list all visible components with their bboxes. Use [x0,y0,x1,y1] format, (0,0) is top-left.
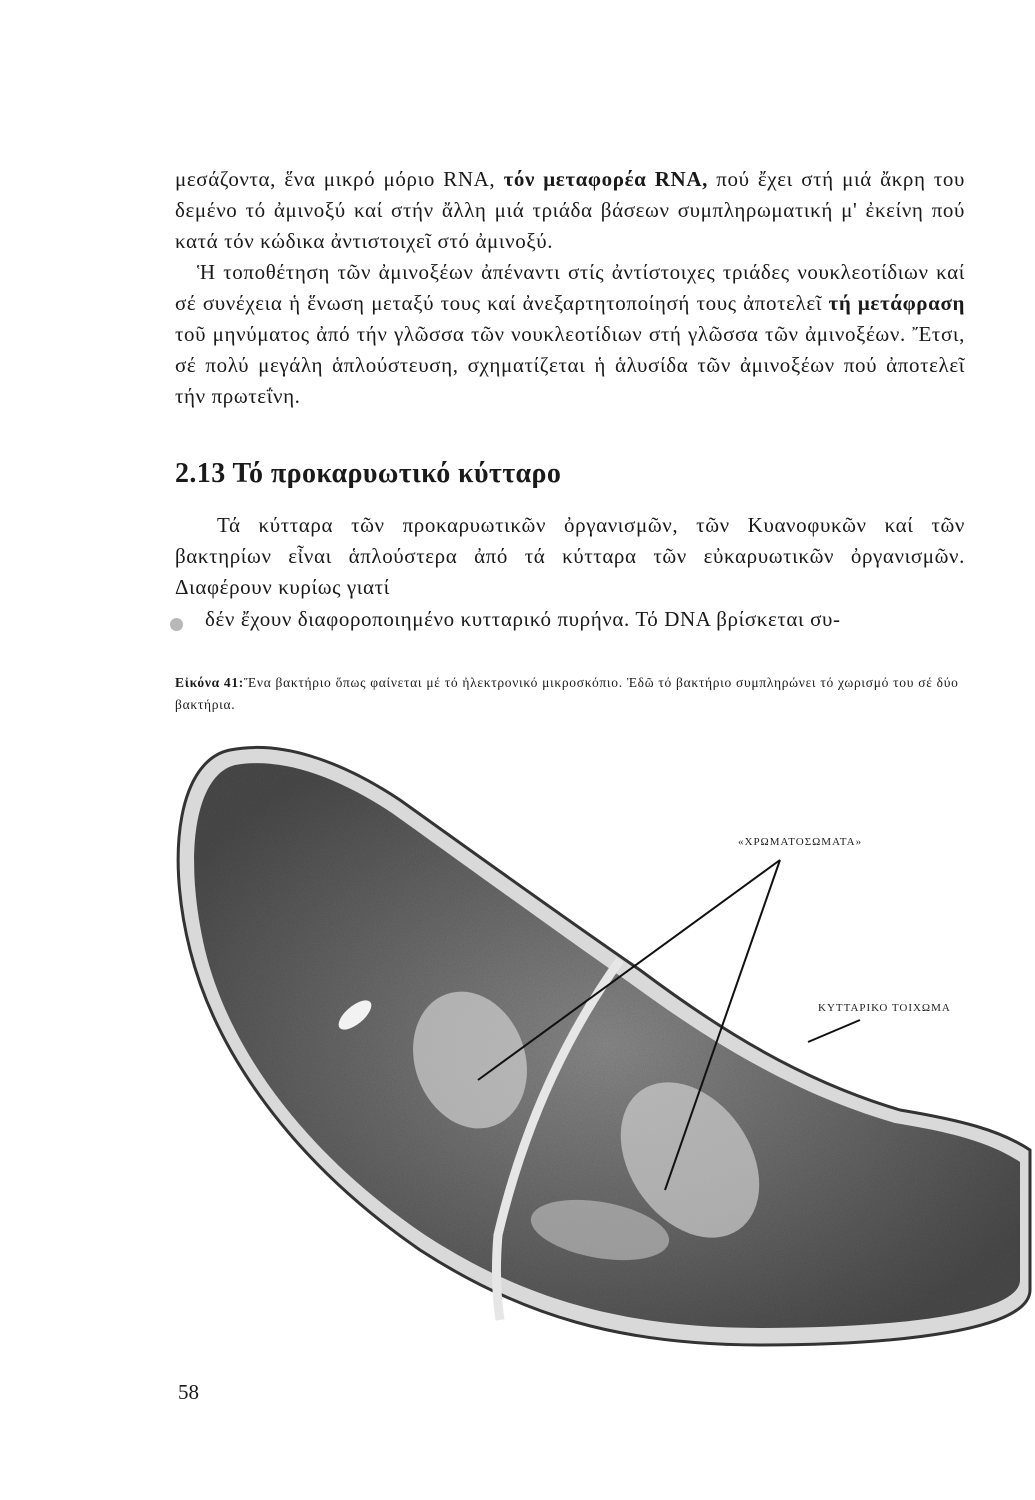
chromatosomes-label: «ΧΡΩΜΑΤΟΣΩΜΑΤΑ» [738,836,863,848]
figure-caption [175,672,965,716]
cell-wall-label: ΚΥΤΤΑΡΙΚΟ ΤΟΙΧΩΜΑ [818,1002,951,1014]
page-number: 58 [178,1380,199,1404]
paragraph-2-text-b: τοῦ μηνύματος ἀπό τήν γλῶσσα τῶν νουκλεοτίδιων στή γλῶσσα τῶν ἀμινοξέων. Ἔτσι, σέ πολύ μεγάλη ἁπλούστευση, σχηματίζεται ἡ ἁλυσίδα τῶν ἀμινοξέων πού ἀποτελεῖ τήν πρωτεΐνη. [175,322,965,408]
paragraph-1-text-b: πού ἔχει στή μιά ἄκρη του δεμένο τό ἀμινοξύ καί στήν ἄλλη μιά τριάδα βάσεων συμπληρωματική μ' ἐκείνη πού κατά τόν κώδικα ἀντιστοιχεῖ στό ἀμινοξύ. [175,167,966,253]
paragraph-1-text-a: μεσάζοντα, ἕνα μικρό μόριο RNA, [175,167,504,191]
figure-caption-text: Ἕνα βακτήριο ὅπως φαίνεται μέ τό ἠλεκτρονικό μικροσκόπιο. Ἐδῶ τό βακτήριο συμπληρώνει τό χωρισμό του σέ δύο βακτήρια. [175,675,959,712]
bacterium-micrograph [0,730,1035,1370]
figure-caption-label: Εἰκόνα 41: [175,675,244,690]
cell-wall-pointer [808,1020,860,1042]
paragraph-2-bold-term: τή μετάφραση [828,291,965,315]
paragraph-2 [175,257,965,412]
paragraph-1 [175,164,965,257]
bullet-text: δέν ἔχουν διαφοροποιημένο κυτταρικό πυρήνα. Τό DNA βρίσκεται συ- [205,607,841,631]
paragraph-3: Τά κύτταρα τῶν προκαρυωτικῶν ὀργανισμῶν, τῶν Κυανοφυκῶν καί τῶν βακτηρίων εἶναι ἁπλούστερα ἀπό τά κύτταρα τῶν εὐκαρυωτικῶν ὀργανισμῶν. Διαφέρουν κυρίως γιατί [175,513,965,599]
paragraph-1-bold-term: τόν μεταφορέα RNA, [503,167,708,191]
paragraph-2-text-a: Ἡ τοποθέτηση τῶν ἀμινοξέων ἀπέναντι στίς ἀντίστοιχες τριάδες νουκλεοτίδιων καί σέ συνέχεια ἡ ἕνωση μεταξύ τους καί ἀνεξαρτητοποίησή τους ἀποτελεῖ [175,260,965,315]
section-heading: 2.13 Τό προκαρυωτικό κύτταρο [175,458,562,489]
bullet-dot-icon [170,618,183,631]
